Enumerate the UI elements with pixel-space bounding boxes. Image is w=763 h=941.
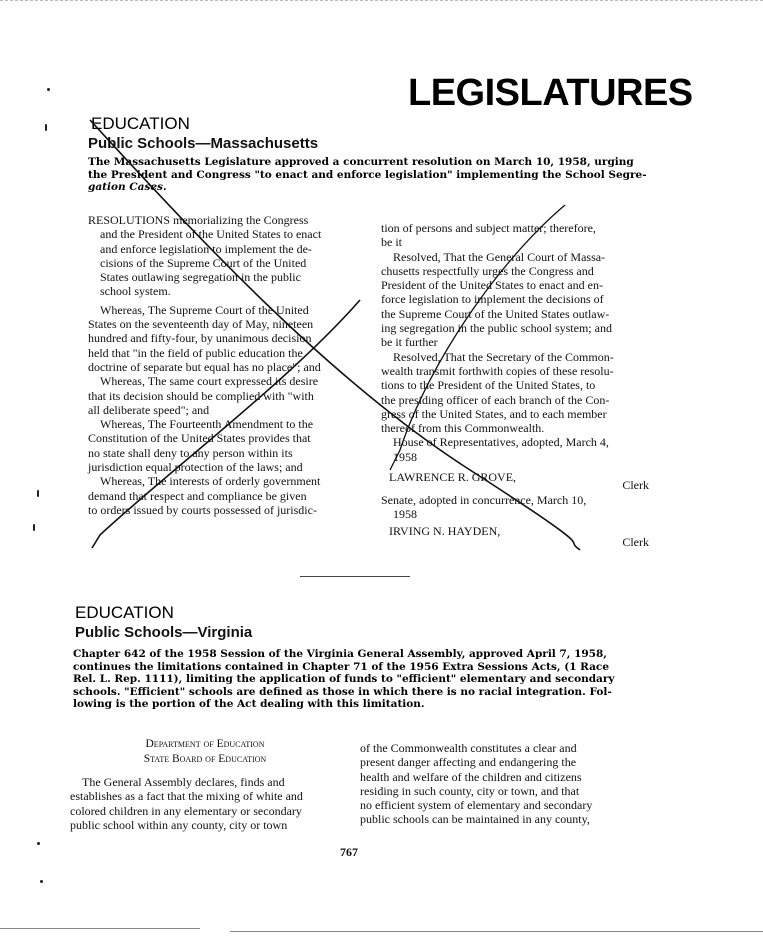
text-line: be it <box>381 235 402 250</box>
text-line: residing in such county, city or town, and that <box>360 783 580 798</box>
text-line: gress of the United States, and to each member <box>381 406 607 421</box>
text-line: thereof from this Commonwealth. <box>381 421 545 436</box>
text-line: President of the United States to enact and en- <box>381 278 603 293</box>
text-line: Resolved, That the Secretary of the Common- <box>393 349 614 364</box>
text-line: House of Representatives, adopted, March 4, <box>393 435 609 450</box>
clerk-name: LAWRENCE R. GROVE, <box>389 470 517 485</box>
section-summary <box>73 648 636 711</box>
department-heading: State Board of Education <box>143 753 267 765</box>
text-line: ing segregation in the public school system; and <box>381 321 612 336</box>
text-line: no efficient system of elementary and secondary <box>360 798 593 813</box>
section-heading: EDUCATION <box>91 114 190 133</box>
summary-line: The Massachusetts Legislature approved a concurrent resolution on March 10, 1958, urging <box>88 156 634 168</box>
text-line: force legislation to implement the decisions of <box>381 292 604 307</box>
text-line: Whereas, The Fourteenth Amendment to the <box>100 417 314 432</box>
text-line: Whereas, The interests of orderly government <box>100 474 321 489</box>
clerk-title: Clerk <box>622 478 649 493</box>
summary-line: Rel. L. Rep. 1111), limiting the application of funds to "efficient" elementary and secondary <box>73 673 615 685</box>
text-line: that its decision should be complied with "with <box>88 388 314 403</box>
text-line: Resolved, That the General Court of Massa- <box>393 249 606 264</box>
summary-line: the President and Congress "to enact and enforce legislation" implementing the School Segre- <box>88 168 647 181</box>
summary-line: lowing is the portion of the Act dealing with this limitation. <box>73 698 425 710</box>
text-line: be it further <box>381 335 438 350</box>
page-title: LEGISLATURES <box>408 72 693 114</box>
act-right-column <box>360 741 632 827</box>
strike-line <box>390 205 565 470</box>
text-line: all deliberate speed"; and <box>88 402 210 417</box>
text-line: to orders issued by courts possessed of jurisdic- <box>88 502 317 517</box>
section-subheading: Public Schools—Virginia <box>75 624 253 641</box>
department-heading: Department of Education <box>145 738 265 750</box>
text-line: public schools can be maintained in any county, <box>360 812 590 827</box>
clerk-name: IRVING N. HAYDEN, <box>389 524 501 539</box>
text-line: demand that respect and compliance be given <box>88 488 307 503</box>
text-line: Constitution of the United States provides that <box>88 431 311 446</box>
text-line: wealth transmit forthwith copies of these resolu- <box>381 363 614 378</box>
summary-line: Chapter 642 of the 1958 Session of the Virginia General Assembly, approved April 7, 1958, <box>73 648 607 660</box>
summary-line: continues the limitations contained in Chapter 71 of the 1956 Extra Sessions Acts, (1 Race <box>73 660 610 673</box>
clerk-title: Clerk <box>622 534 649 549</box>
text-line: doctrine of separate but equal has no place"; and <box>88 359 321 374</box>
text-line: cisions of the Supreme Court of the United <box>100 255 307 270</box>
text-line: and enforce legislation to implement the de- <box>100 241 312 256</box>
text-line: present danger affecting and endangering the <box>360 755 577 770</box>
text-line: health and welfare of the children and citizens <box>360 769 582 784</box>
text-line: States outlawing segregation in the public <box>100 270 301 285</box>
summary-line: schools. "Efficient" schools are defined as those in which there is no racial integration. Fol- <box>73 685 612 698</box>
text-line: tions to the President of the United States, to <box>381 378 596 393</box>
text-line: colored children in any elementary or secondary <box>70 803 302 818</box>
text-line: Senate, adopted in concurrence, March 10, <box>381 492 587 507</box>
act-left-column <box>70 737 340 832</box>
text-line: Whereas, The same court expressed its desire <box>100 374 319 389</box>
text-line: tion of persons and subject matter; therefore, <box>381 221 596 235</box>
text-line: RESOLUTIONS memorializing the Congress <box>88 213 309 227</box>
text-line: 1958 <box>393 506 417 521</box>
text-line: public school within any county, city or town <box>70 817 288 832</box>
text-line: chusetts respectfully urges the Congress and <box>381 263 594 278</box>
page-number: 767 <box>340 845 358 859</box>
text-line: States on the seventeenth day of May, nineteen <box>88 317 314 332</box>
strike-line <box>92 300 360 548</box>
text-line: 1958 <box>393 449 417 464</box>
text-line: no state shall deny to any person within its <box>88 445 293 460</box>
text-line: Whereas, The Supreme Court of the United <box>100 302 309 317</box>
section-subheading: Public Schools—Massachusetts <box>88 135 319 152</box>
summary-line: gation Cases. <box>88 181 167 193</box>
text-line: jurisdiction equal protection of the laws; and <box>88 460 303 475</box>
section-heading: EDUCATION <box>75 603 174 622</box>
text-line: the Supreme Court of the United States outlaw- <box>381 306 610 321</box>
strike-line <box>90 120 580 550</box>
text-line: held that "in the field of public education the <box>88 345 303 360</box>
text-line: hundred and fifty-four, by unanimous decision <box>88 331 312 346</box>
text-line: the presiding officer of each branch of the Con- <box>381 392 610 407</box>
text-line: The General Assembly declares, finds and <box>82 775 285 789</box>
text-line: establishes as a fact that the mixing of white and <box>70 789 303 804</box>
text-line: school system. <box>100 284 171 299</box>
text-line: and the President of the United States to enact <box>100 227 322 242</box>
section-divider <box>300 576 410 577</box>
text-line: of the Commonwealth constitutes a clear and <box>360 741 577 755</box>
